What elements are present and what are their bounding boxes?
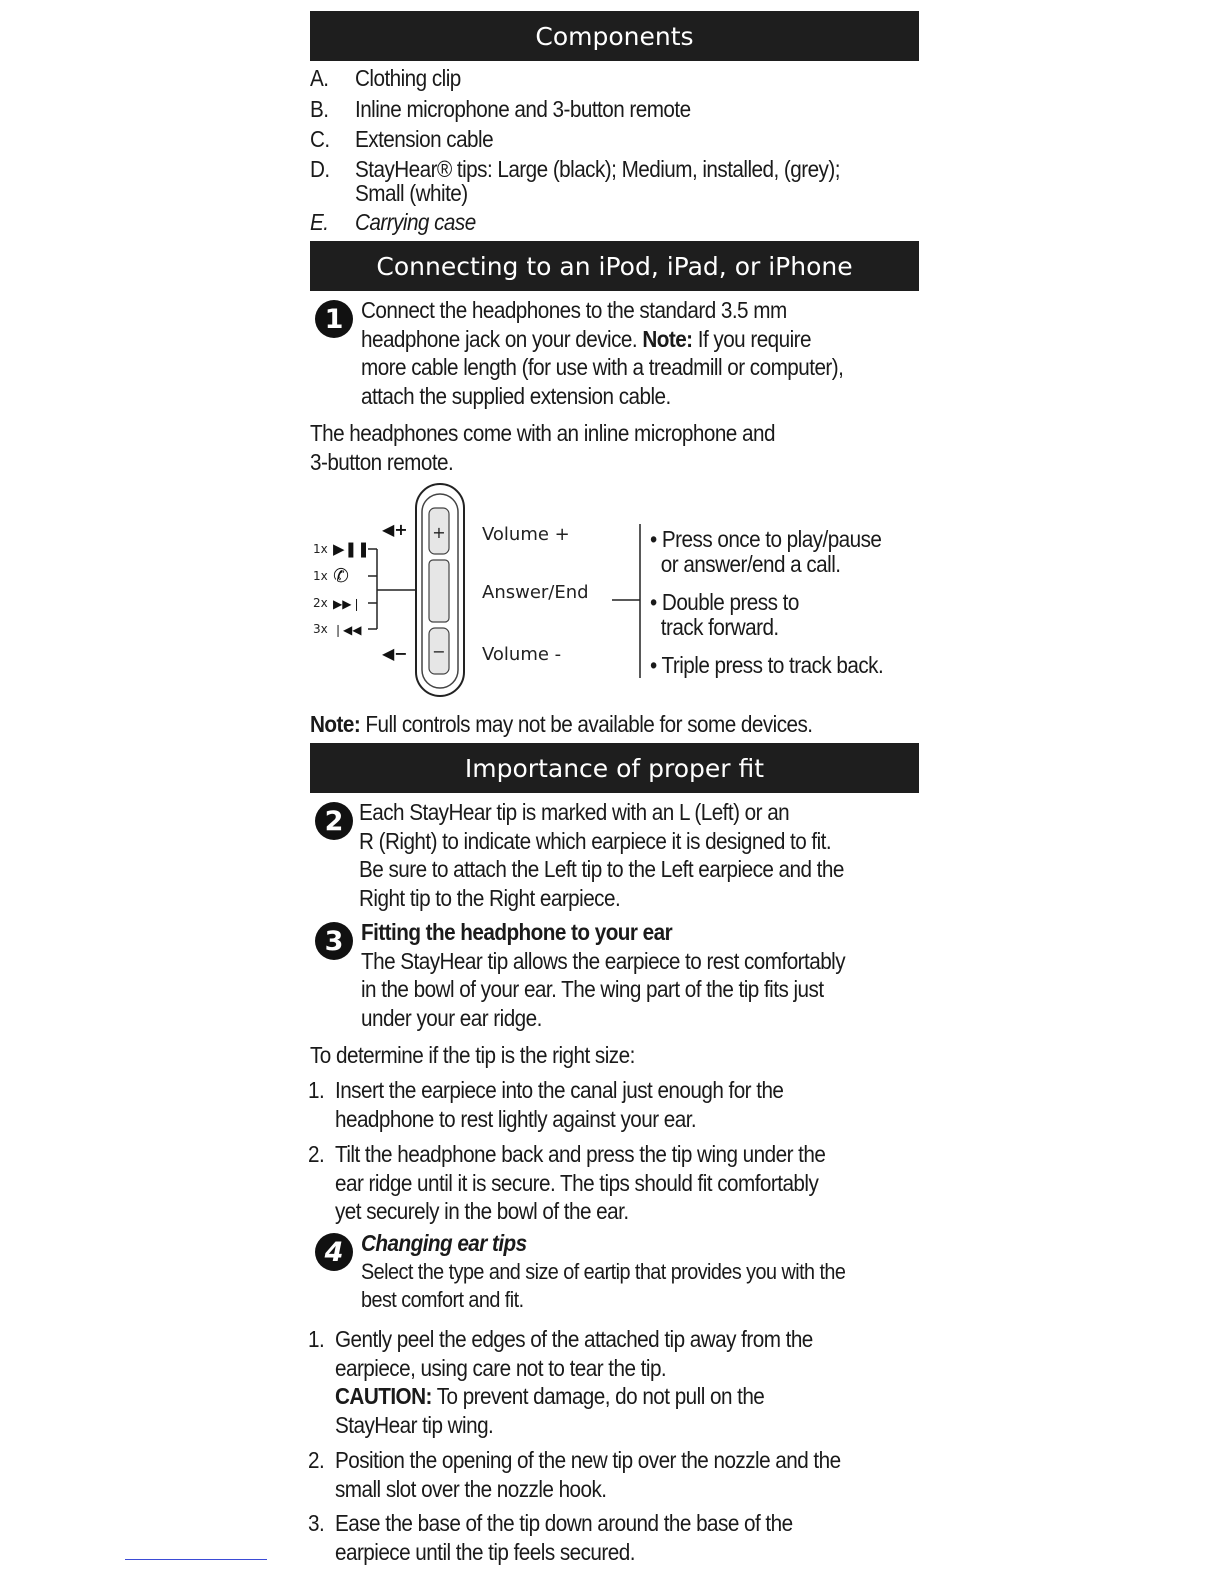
item-letter: D.: [310, 156, 330, 182]
text-line: 3-button remote.: [310, 448, 454, 475]
press-count: 3x: [313, 622, 328, 636]
bullet-double-press: [650, 590, 799, 640]
item-text: Extension cable: [355, 126, 494, 152]
step-number-badge: 1: [315, 300, 353, 338]
remote-diagram: [0, 0, 1224, 720]
text-line: StayHear tip wing.: [335, 1411, 494, 1438]
controls-note: [310, 710, 918, 739]
bullet-line: or answer/end a call.: [660, 551, 841, 577]
item-letter: E.: [310, 209, 329, 235]
fit-header: [310, 743, 919, 793]
components-title: Components: [535, 21, 694, 51]
press-count: 1x: [313, 542, 328, 556]
text-line: Select the type and size of eartip that provides you with the: [361, 1258, 846, 1284]
text-line: R (Right) to indicate which earpiece it is designed to fit.: [359, 827, 832, 854]
bullet-line: • Double press to: [650, 589, 799, 615]
text-line: Connect the headphones to the standard 3.5 mm: [361, 297, 787, 323]
press-count: 1x: [313, 569, 328, 583]
bullet-line: • Triple press to track back.: [650, 652, 884, 678]
list-text: [335, 1140, 825, 1226]
text-line: attach the supplied extension cable.: [361, 382, 671, 409]
item-text: Clothing clip: [355, 65, 461, 91]
item-text: Inline microphone and 3-button remote: [355, 96, 691, 122]
list-number: 2.: [308, 1447, 325, 1473]
step-number-badge: 4: [315, 1233, 353, 1271]
connecting-title: Connecting to an iPod, iPad, or iPhone: [376, 251, 853, 281]
item-letter: C.: [310, 126, 330, 152]
list-number: 1.: [308, 1077, 325, 1103]
item-text: StayHear® tips: Large (black); Medium, installed, (grey);: [355, 156, 840, 182]
text-line: Each StayHear tip is marked with an L (Left) or an: [359, 799, 790, 825]
text-line: Insert the earpiece into the canal just enough for the: [335, 1077, 784, 1103]
text-line: in the bowl of your ear. The wing part of the tip fits just: [361, 976, 824, 1002]
label-volume-up: Volume +: [482, 524, 570, 545]
text-line: Tilt the headphone back and press the tip wing under the: [335, 1141, 826, 1167]
step-3-text: [361, 918, 969, 1032]
text-line: headphone to rest lightly against your ear.: [335, 1105, 697, 1132]
play-pause-icon: ▶❚❚: [333, 540, 370, 558]
caution-label: CAUTION:: [335, 1383, 432, 1409]
text-line: Position the opening of the new tip over the nozzle and the: [335, 1447, 841, 1473]
footnote-divider: [125, 1559, 267, 1560]
next-track-icon: ▶▶❘: [333, 597, 362, 611]
bullet-triple-press: [650, 653, 883, 678]
text-line: The headphones come with an inline microphone and: [310, 420, 775, 446]
text-line: best comfort and fit.: [361, 1287, 524, 1312]
text-line: Gently peel the edges of the attached tip away from the: [335, 1326, 813, 1352]
text-line: Ease the base of the tip down around the base of the: [335, 1510, 793, 1536]
text-line: yet securely in the bowl of the ear.: [335, 1198, 629, 1224]
text-span: If you require: [692, 325, 812, 352]
bullet-play-pause: [650, 527, 881, 577]
text-line: Right tip to the Right earpiece.: [359, 884, 621, 911]
step-3-heading: Fitting the headphone to your ear: [361, 919, 673, 945]
bullet-bracket: [612, 524, 640, 678]
text-line: more cable length (for use with a treadmill or computer),: [361, 354, 844, 380]
prev-track-icon: ❘◀◀: [333, 623, 362, 637]
caution-line: [335, 1382, 813, 1411]
step-4-text: [361, 1229, 969, 1315]
volume-down-icon: ◀−: [382, 644, 408, 663]
list-text: [335, 1446, 841, 1503]
press-bracket: [368, 549, 416, 629]
note-label: Note:: [310, 711, 361, 737]
list-text: [335, 1509, 793, 1566]
label-answer-end: Answer/End: [482, 582, 589, 603]
note-label: Note:: [642, 325, 693, 352]
list-number: 2.: [308, 1141, 325, 1167]
fit-title: Importance of proper fit: [464, 753, 765, 783]
bullet-line: track forward.: [660, 614, 779, 640]
step-2-text: [359, 798, 967, 912]
text-line: The StayHear tip allows the earpiece to rest comfortably: [361, 947, 846, 974]
label-volume-down: Volume -: [482, 644, 562, 665]
button-minus-glyph: −: [432, 642, 446, 661]
item-letter: B.: [310, 96, 329, 122]
step-4-heading: Changing ear tips: [361, 1230, 527, 1256]
list-text: [335, 1076, 783, 1133]
determine-intro: To determine if the tip is the right size:: [310, 1042, 635, 1068]
text-span: headphone jack on your device.: [361, 325, 638, 352]
volume-up-icon: ◀+: [382, 520, 408, 539]
step-number-badge: 3: [315, 922, 353, 960]
bullet-line: • Press once to play/pause: [650, 526, 882, 552]
caution-text: To prevent damage, do not pull on the: [431, 1383, 765, 1409]
text-line: ear ridge until it is secure. The tips should fit comfortably: [335, 1169, 819, 1196]
item-text: Small (white): [355, 180, 468, 206]
note-text: Full controls may not be available for some devices.: [360, 711, 813, 737]
list-number: 3.: [308, 1510, 325, 1536]
press-count: 2x: [313, 596, 328, 610]
step-number-badge: 2: [315, 802, 353, 840]
item-letter: A.: [310, 65, 329, 91]
list-number: 1.: [308, 1326, 325, 1352]
list-text: [335, 1325, 813, 1439]
text-line: under your ear ridge.: [361, 1004, 542, 1031]
text-line: earpiece, using care not to tear the tip.: [335, 1354, 667, 1381]
phone-icon: ✆: [333, 565, 349, 587]
item-text: Carrying case: [355, 209, 476, 235]
answer-end-button: [429, 560, 449, 622]
text-line: Be sure to attach the Left tip to the Left earpiece and the: [359, 856, 844, 882]
text-line: earpiece until the tip feels secured.: [335, 1538, 635, 1565]
button-plus-glyph: +: [432, 523, 446, 542]
text-line: small slot over the nozzle hook.: [335, 1475, 607, 1502]
